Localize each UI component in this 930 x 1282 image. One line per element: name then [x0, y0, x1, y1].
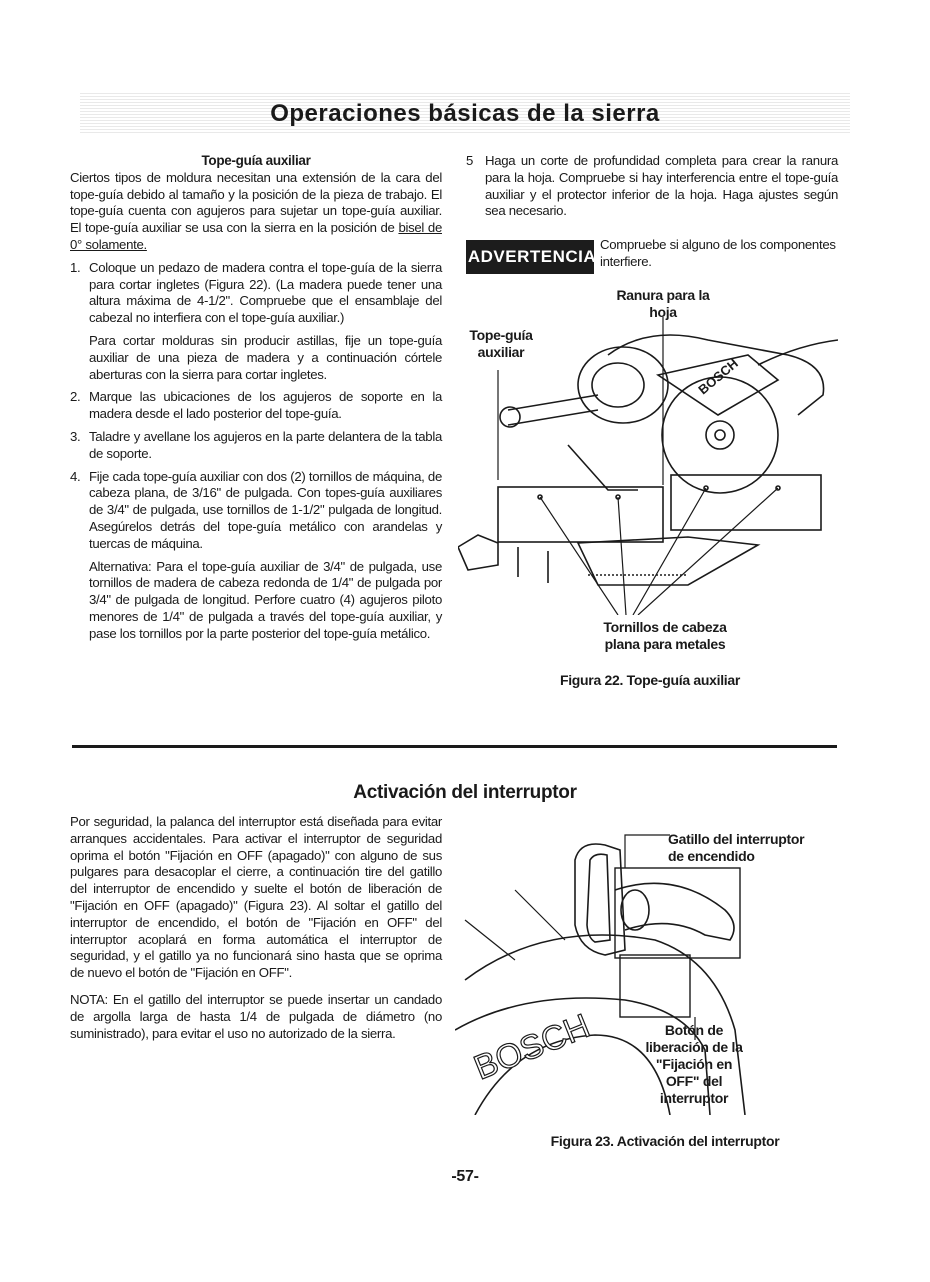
left-column [70, 153, 442, 649]
subheading-auxiliary-fence: Tope-guía auxiliar [201, 153, 311, 168]
step-text: Taladre y avellane los agujeros en la parte delantera de la tabla de soporte. [89, 428, 442, 461]
intro-text: Ciertos tipos de moldura necesitan una extensión de la cara del tope-guía debido al tamaño y la posición de la pieza de trabajo. El tope-guía cuenta con agujeros para sujetar un tope-guía auxiliar. El tope-guía auxiliar se usa con la sierra en la posición de [70, 169, 442, 236]
intro-underlined: bisel de 0° solamente. [70, 220, 442, 252]
brand-logo-fig23: BOSCH [468, 1006, 596, 1088]
step-5 [466, 153, 838, 220]
label-lock-off-release: Botón de liberación de la "Fijación en OFF" del interruptor [645, 1022, 743, 1106]
step-number: 4. [70, 468, 81, 484]
section2-text [70, 814, 442, 1048]
screw-leaders [540, 488, 778, 615]
brand-logo-fig22: BOSCH [695, 355, 741, 398]
trigger-box [615, 868, 740, 958]
paragraph-moldings: Para cortar molduras sin producir astillas, fije un tope-guía auxiliar de una pieza de madera y a continuación córtele aberturas con la sierra para cortar ingletes. [89, 332, 442, 382]
step-number: 5 [466, 153, 474, 168]
section-title-switch: Activación del interruptor [353, 782, 577, 803]
list-item [70, 429, 442, 463]
step-text: Coloque un pedazo de madera contra el tope-guía de la sierra para cortar ingletes (Figura 22). (La madera puede tener una altura máxima de 4-1/2". Compruebe que el ensamblaje del cabezal no interfiera con el tope-guía auxiliar.) [89, 259, 442, 326]
right-column [466, 153, 838, 220]
warning-badge [466, 240, 597, 274]
step-number: 3. [70, 428, 81, 444]
base-left [458, 535, 498, 570]
label-aux-fence: Tope-guía auxiliar [469, 327, 533, 360]
paragraph-note: NOTA: En el gatillo del interruptor se puede insertar un candado de argolla larga de hasta 1/4 de pulgada de diámetro (no suministrado), para evitar el uso no autorizado de la sierra. [70, 991, 442, 1041]
label-trigger: Gatillo del interruptor de encendido [668, 831, 805, 864]
figure-23-caption: Figura 23. Activación del interruptor [550, 1133, 780, 1149]
step-number: 1. [70, 259, 81, 275]
step-text: Marque las ubicaciones de los agujeros de soporte en la madera desde el lado posterior del tope-guía. [89, 389, 442, 422]
trigger [621, 890, 649, 930]
figure-22-caption: Figura 22. Tope-guía auxiliar [559, 672, 741, 688]
rails [508, 395, 598, 425]
intro-paragraph [70, 170, 442, 254]
aux-fence-right [671, 475, 821, 530]
trigger-leader [625, 835, 670, 868]
step-number: 2. [70, 389, 81, 405]
steps-list [70, 260, 442, 327]
list-item [70, 389, 442, 423]
warning-label: ADVERTENCIA [467, 247, 597, 266]
handle-bar [615, 883, 734, 940]
list-item [70, 260, 442, 327]
handle-grip [575, 844, 625, 955]
warning-text: Compruebe si alguno de los componentes interfiere. [600, 237, 836, 269]
label-screws: Tornillos de cabeza plana para metales [603, 619, 727, 652]
page-number: -57- [451, 1168, 479, 1185]
label-blade-slot: Ranura para la hoja [616, 287, 710, 320]
step-text: Haga un corte de profundidad completa para crear la ranura para la hoja. Compruebe si hay interferencia entre el tope-guía auxiliar y el protector inferior de la hoja. Haga ajustes según sea necesario. [485, 153, 838, 219]
turntable [578, 537, 758, 585]
step-text: Fije cada tope-guía auxiliar con dos (2) tornillos de máquina, de cabeza plana, de 3/16" de pulgada. Con topes-guía auxiliares de 3/4" de pulgada, use tornillos de 1-1/2" pulgada de longitud. Asegúrelos detrás del tope-guía metálico con arandelas y tuercas de máquina. [89, 468, 442, 551]
paragraph-alternative: Alternativa: Para el tope-guía auxiliar de 3/4" de pulgada, use tornillos de madera de cabeza redonda de 1/4" de pulgada por 3/4" de pulgada de longitud. Perfore cuatro (4) agujeros piloto menores de 1/4" de pulgada a través del tope-guía auxiliar, y pase los tornillos por la parte posterior del tope-guía metálico. [89, 558, 442, 641]
steps-list-2 [70, 389, 442, 552]
section-divider [72, 745, 837, 748]
paragraph-switch-activation: Por seguridad, la palanca del interruptor está diseñada para evitar arranques accidentales. Para activar el interruptor de seguridad oprima el botón "Fijación en OFF (apagado)" con alguno de sus pulgares para desacoplar el cierre, a continuación tire del gatillo del interruptor de encendido y suelte el botón de liberación de "Fijación en OFF (apagado)" (Figura 23). Al soltar el gatillo del interruptor de encendido, el botón de "Fijación en OFF" del interruptor acoplará en forma automática el interruptor de seguridad, y el gatillo ya no funcionará sino hasta que se oprima de nuevo el botón de "Fijación en OFF". [70, 814, 442, 981]
aux-fence-left [498, 487, 663, 542]
list-item [70, 469, 442, 553]
page-title: Operaciones básicas de la sierra [270, 100, 660, 127]
